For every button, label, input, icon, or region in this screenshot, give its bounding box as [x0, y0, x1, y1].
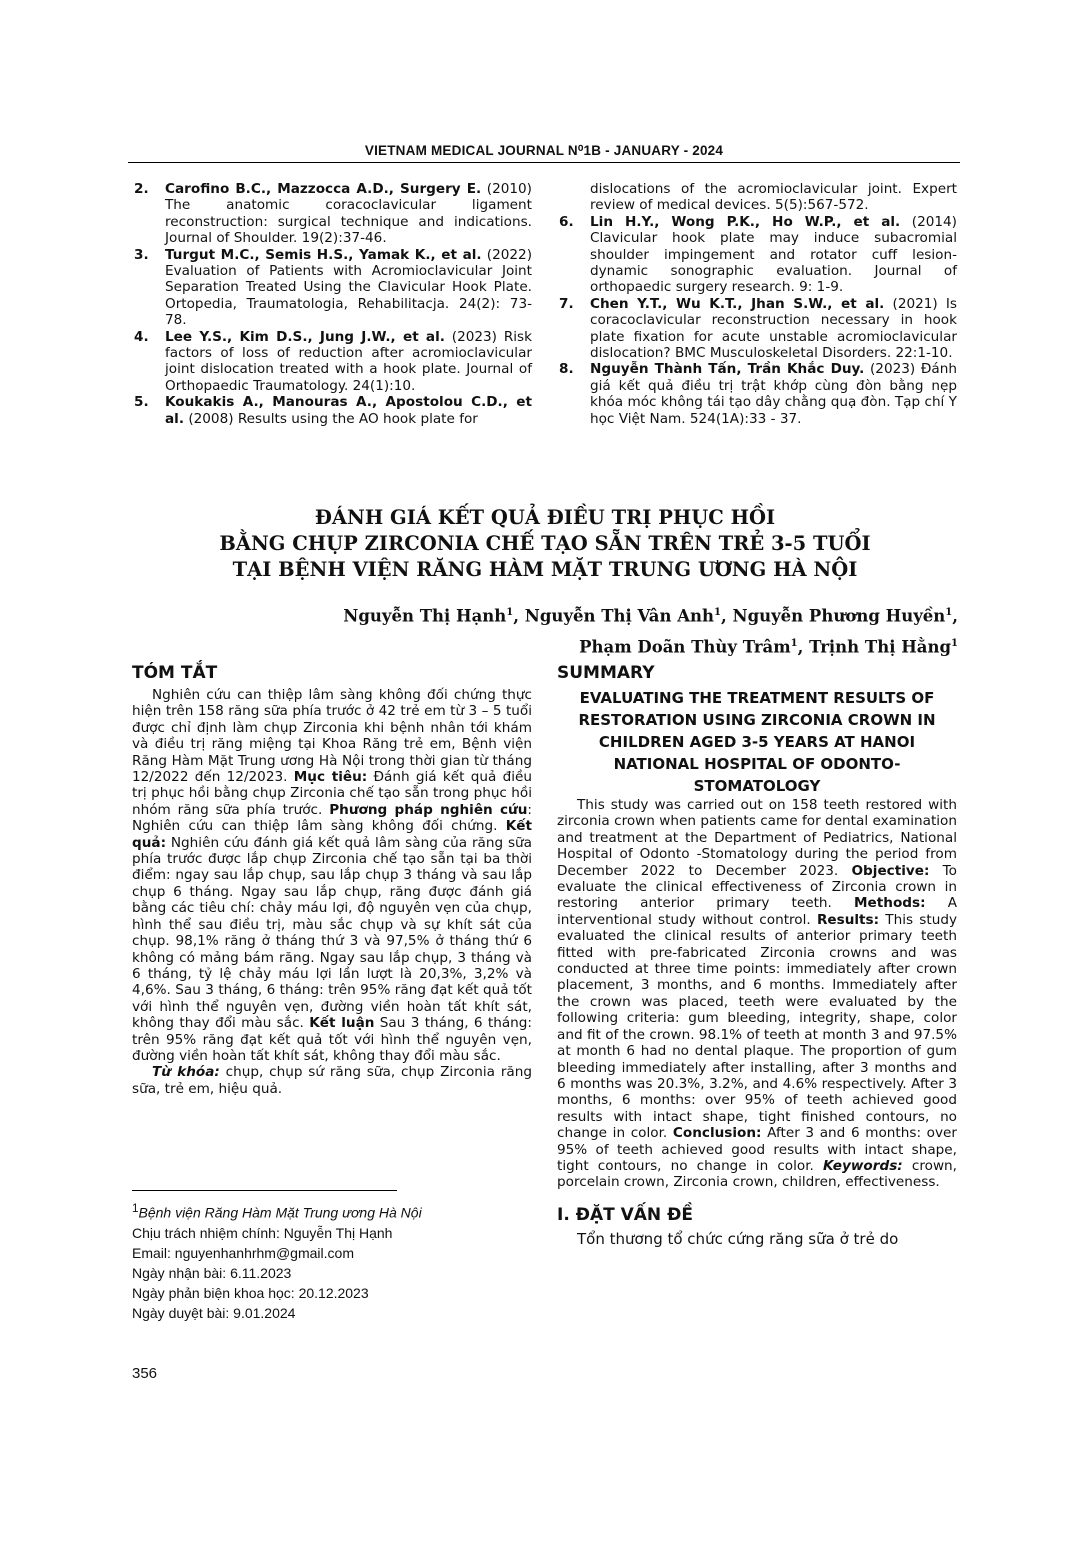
reference-authors: Chen Y.T., Wu K.T., Jhan S.W., et al. — [590, 295, 885, 312]
abstract-text: Sau 3 tháng, 6 tháng: trên 95% răng đạt kết quả tốt với hình thể nguyên vẹn, đường viền hoàn tất khít sát, không thay đổi màu sắc. — [132, 1015, 532, 1064]
email-line: Email: nguyenhanhrhm@gmail.com — [132, 1244, 354, 1261]
reference-number: 6. — [559, 213, 574, 230]
journal-header: VIETNAM MEDICAL JOURNAL N⁰1B - JANUARY - 2024 — [364, 143, 724, 158]
objective-label: Objective: — [851, 862, 930, 879]
reference-text: (2010) The anatomic coracoclavicular ligament reconstruction: surgical technique and indications. Journal of Shoulder. 19(2):37-46. — [165, 181, 532, 247]
reference-item — [132, 394, 532, 427]
affiliation-mark: 1 — [790, 637, 798, 649]
author-name: Phạm Doãn Thùy Trâm — [579, 637, 791, 656]
abstract-text: Đánh giá kết quả điều trị phục hồi bằng chụp Zirconia chế tạo sẵn trong phục hồi nhóm răng sữa phía trước. — [132, 769, 532, 818]
footnote-divider — [132, 1190, 397, 1191]
reference-number: 7. — [559, 295, 574, 312]
reference-authors: Turgut M.C., Semis H.S., Yamak K., et al. — [165, 246, 482, 263]
author-name: Nguyễn Phương Huyền — [732, 606, 946, 626]
reference-item — [132, 329, 532, 395]
abstract-text: Nghiên cứu đánh giá kết quả lâm sàng của răng sữa phía trước được lắp chụp Zirconia chế tạo sẵn tại ba thời điểm: ngay sau lắp chụp, sau lắp chụp 3 tháng và sau lắp chụp 6 tháng. Ngay sau lắp chụp, răng được đánh giá bằng các tiêu chí: chảy máu lợi, độ nguyên vẹn của chụp, hình thể sau điều trị, màu sắc chụp và sự khít sát của chụp. 98,1% răng ở tháng thứ 3 và 97,5% ở tháng thứ 6 không có mảng bám răng. Ngay sau lắp chụp, 3 tháng và 6 tháng, tỷ lệ chảy máu lợi lần lượt là 20,3%, 3,2% và 4,6%. Sau 3 tháng, 6 tháng: trên 95% răng đạt kết quả tốt với hình thể nguyên vẹn, đường viền hoàn tất khít sát, không thay đổi màu sắc. — [132, 834, 532, 1032]
page-number: 356 — [132, 1365, 158, 1382]
abstract-text: Nghiên cứu can thiệp lâm sàng không đối chứng thực hiện trên 158 răng sữa phía trước ở 42 trẻ em từ 3 – 5 tuổi được chỉ định làm chụp Zirconia khi bệnh nhân tới khám và điều trị răng miệng tại Khoa Răng trẻ em, Bệnh viện Răng Hàm Mặt Trung ương Hà Nội trong thời gian từ tháng 12/2022 đến 12/2023. — [132, 687, 532, 786]
conclusion-label: Kết luận — [309, 1015, 375, 1032]
reference-item — [132, 247, 532, 329]
author-name: Trịnh Thị Hằng — [809, 637, 952, 656]
summary-text: To evaluate the clinical effectiveness of Zirconia crown in restoring anterior primary teeth. — [557, 862, 957, 912]
title-line: TẠI BỆNH VIỆN RĂNG HÀM MẶT TRUNG ƯƠNG HÀ NỘI — [232, 558, 858, 581]
conclusion-label: Conclusion: — [672, 1125, 762, 1142]
reference-text: (2014) Clavicular hook plate may induce subacromial shoulder impingement and rotator cuff lesion-dynamic sonographic evaluation. Journal of orthopaedic surgery research. 9: 1-9. — [590, 213, 957, 296]
author-name: Nguyễn Thị Vân Anh — [524, 606, 715, 626]
reference-text: (2008) Results using the AO hook plate for — [184, 410, 478, 427]
reference-authors: Lee Y.S., Kim D.S., Jung J.W., et al. — [165, 328, 445, 345]
reference-authors: Nguyễn Thành Tấn, Trần Khắc Duy. — [590, 361, 865, 378]
introduction-paragraph: Tổn thương tổ chức cứng răng sữa ở trẻ do — [577, 1229, 899, 1248]
section-heading-introduction: I. ĐẶT VẤN ĐỀ — [557, 1204, 693, 1225]
reference-number: 2. — [134, 181, 149, 197]
summary-title: EVALUATING THE TREATMENT RESULTS OF RESTORATION USING ZIRCONIA CROWN IN CHILDREN AGED 3-5 YEARS AT HANOI NATIONAL HOSPITAL OF ODONTO-STOMATOLOGY — [578, 689, 936, 795]
references-left-column — [132, 181, 532, 427]
reference-text: (2023) Risk factors of loss of reduction after acromioclavicular joint dislocation treated with a hook plate. Journal of Orthopaedic Traumatology. 24(1):10. — [165, 328, 532, 394]
reference-item — [557, 214, 957, 296]
keywords-text: crown, porcelain crown, Zirconia crown, children, effectiveness. — [557, 1157, 957, 1191]
summary-text: A interventional study without control. — [557, 895, 957, 928]
reference-text: (2023) Đánh giá kết quả điều trị trật khớp cùng đòn bằng nẹp khóa móc không tái tạo dây chằng quạ đòn. Tạp chí Y học Việt Nam. 524(1A):33 - 37. — [590, 361, 957, 427]
affiliation-footnote — [132, 1199, 532, 1223]
title-line: ĐÁNH GIÁ KẾT QUẢ ĐIỀU TRỊ PHỤC HỒI — [314, 506, 776, 529]
author-list: Nguyễn Thị Hạnh$^1$, Nguyễn Thị Vân Anh$^1$, Nguyễn Phương Huyền$^1$, Phạm Doãn Thùy Trâm$^1$, Trịnh Thị Hằng$^1$ — [343, 606, 958, 656]
summary-heading: SUMMARY — [557, 663, 655, 683]
reference-authors: Lin H.Y., Wong P.K., Ho W.P., et al. — [590, 213, 901, 230]
methods-label: Methods: — [854, 895, 926, 912]
summary-text: After 3 and 6 months: over 95% of teeth achieved good results with intact shape, tight contours, no change in color. — [557, 1125, 957, 1174]
article-title — [130, 505, 960, 583]
abstract-text: : Nghiên cứu can thiệp lâm sàng không đối chứng. — [132, 801, 532, 835]
affiliation-text: Bệnh viện Răng Hàm Mặt Trung ương Hà Nội — [138, 1204, 422, 1221]
received-date: Ngày nhận bài: 6.11.2023 — [132, 1264, 292, 1281]
responsible-author: Chịu trách nhiệm chính: Nguyễn Thị Hạnh — [132, 1224, 393, 1241]
summary-text: This study evaluated the clinical results of anterior primary teeth fitted with pre-fabricated Zirconia crowns and was conducted at three time points: immediately after crown placement, 3 months, and 6 months. Immediately after the crown was placed, teeth were evaluated by the following criteria: gum bleeding, integrity, shape, color and fit of the crown. 98.1% of teeth at month 3 and 97.5% at month 6 had no dental plaque. The proportion of gum bleeding immediately after installing, after 3 months and 6 months was 20.3%, 3.2%, and 4.6% respectively. After 3 months, 6 months: over 95% of teeth achieved good results with intact shape, tight finished contours, no change in color. — [557, 911, 957, 1142]
reference-text: (2022) Evaluation of Patients with Acromioclavicular Joint Separation Treated Using the Clavicular Hook Plate. Ortopedia, Traumatologia, Rehabilitacja. 24(2): 73-78. — [165, 246, 533, 329]
affiliation-mark: 1 — [945, 607, 953, 618]
accepted-date: Ngày duyệt bài: 9.01.2024 — [132, 1304, 296, 1321]
review-date: Ngày phản biện khoa học: 20.12.2023 — [132, 1284, 369, 1301]
reference-number: 8. — [559, 361, 574, 378]
keywords-text: chụp, chụp sứ răng sữa, chụp Zirconia răng sữa, trẻ em, hiệu quả. — [132, 1064, 532, 1097]
affiliation-mark: 1 — [951, 637, 958, 649]
keywords-label: Keywords: — [823, 1157, 903, 1174]
abstract-heading: TÓM TẮT — [132, 663, 218, 683]
abstract-english — [557, 663, 957, 1249]
results-label: Kết quả: — [132, 818, 532, 851]
author-name: Nguyễn Thị Hạnh — [343, 606, 507, 626]
title-line: BẰNG CHỤP ZIRCONIA CHẾ TẠO SẴN TRÊN TRẺ 3-5 TUỔI — [219, 532, 871, 555]
reference-text: (2021) Is coracoclavicular reconstruction necessary in hook plate fixation for acute unstable acromioclavicular dislocation? BMC Musculoskeletal Disorders. 22:1-10. — [590, 295, 957, 362]
affiliation-mark: 1 — [132, 1202, 139, 1215]
header-divider — [128, 162, 960, 163]
methods-label: Phương pháp nghiên cứu — [329, 801, 528, 818]
summary-text: This study was carried out on 158 teeth restored with zirconia crown when patients came for dental examination and treatment at the Department of Pediatrics, National Hospital of Odonto -Stomatology during the period from December 2022 to December 2023. — [557, 797, 957, 879]
objective-label: Mục tiêu: — [293, 769, 368, 786]
affiliation-mark: 1 — [714, 607, 721, 618]
author-separator: , — [513, 606, 525, 626]
reference-authors: Koukakis A., Manouras A., Apostolou C.D., et al. — [165, 394, 532, 427]
footnotes — [132, 1199, 532, 1323]
references-right-column — [557, 181, 957, 427]
affiliation-mark: 1 — [506, 607, 514, 618]
abstract-vietnamese — [132, 663, 532, 1097]
reference-number: 5. — [134, 394, 149, 411]
reference-item — [132, 181, 532, 247]
author-separator: , — [720, 606, 733, 626]
author-separator: , — [797, 637, 810, 656]
reference-item — [557, 296, 957, 362]
reference-number: 3. — [134, 246, 149, 263]
abstract-paragraph — [132, 687, 532, 1064]
reference-item — [557, 361, 957, 427]
summary-paragraph — [557, 797, 957, 1191]
reference-authors: Carofino B.C., Mazzocca A.D., Surgery E. — [165, 181, 482, 197]
keywords-paragraph — [132, 1064, 532, 1097]
keywords-label: Từ khóa: — [152, 1064, 220, 1081]
reference-continuation — [557, 181, 957, 214]
results-label: Results: — [816, 911, 880, 928]
reference-text: dislocations of the acromioclavicular joint. Expert review of medical devices. 5(5):567-572. — [590, 181, 957, 214]
reference-number: 4. — [134, 328, 149, 345]
